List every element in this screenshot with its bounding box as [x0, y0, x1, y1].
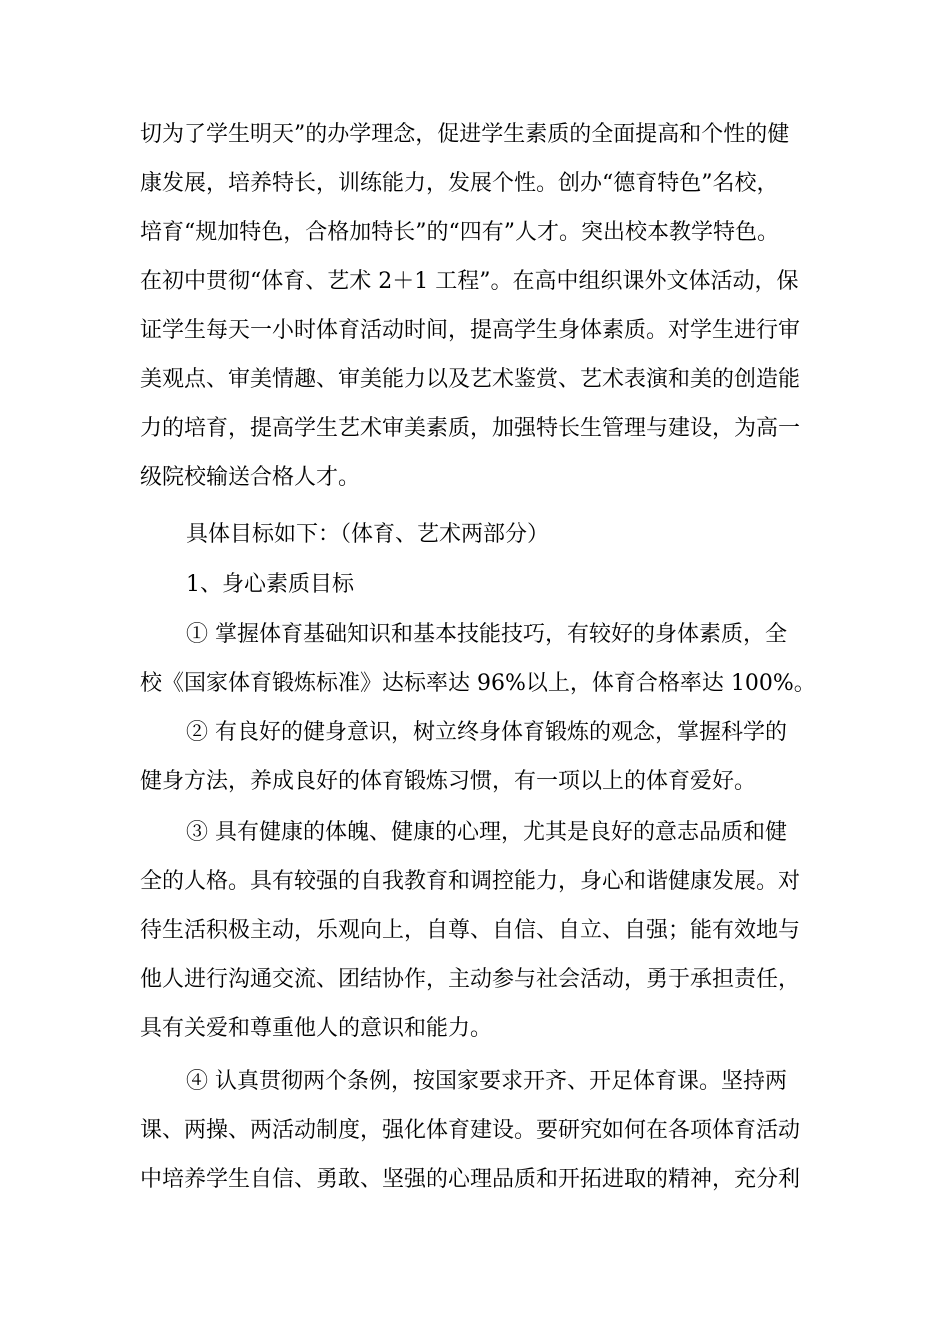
text-line: 级院校输送合格人才。: [140, 465, 361, 490]
list-item-4: ④ 认真贯彻两个条例，按国家要求开齐、开足体育课。坚持两: [186, 1069, 787, 1094]
text-line: 证学生每天一小时体育活动时间，提高学生身体素质。对学生进行审: [140, 318, 801, 343]
text-line: 康发展，培养特长，训练能力，发展个性。创办“德育特色”名校，: [140, 171, 779, 196]
section-intro: 具体目标如下：（体育、艺术两部分）: [186, 522, 550, 547]
text-line: 课、两操、两活动制度，强化体育建设。要研究如何在各项体育活动: [140, 1118, 801, 1143]
text-line: 健身方法，养成良好的体育锻炼习惯，有一项以上的体育爱好。: [140, 769, 757, 794]
text-line: 中培养学生自信、勇敢、坚强的心理品质和开拓进取的精神，充分利: [140, 1167, 801, 1192]
text-line: 美观点、审美情趣、审美能力以及艺术鉴赏、艺术表演和美的创造能: [140, 367, 801, 392]
text-line: 切为了学生明天”的办学理念，促进学生素质的全面提高和个性的健: [140, 122, 790, 147]
text-line: 待生活积极主动，乐观向上，自尊、自信、自立、自强；能有效地与: [140, 918, 801, 943]
list-item-1: ① 掌握体育基础知识和基本技能技巧，有较好的身体素质，全: [186, 622, 787, 647]
section-heading: 1、身心素质目标: [186, 572, 354, 597]
text-line: 具有关爱和尊重他人的意识和能力。: [140, 1016, 493, 1041]
text-line: 培育“规加特色，合格加特长”的“四有”人才。突出校本教学特色。: [140, 220, 779, 245]
list-item-3: ③ 具有健康的体魄、健康的心理，尤其是良好的意志品质和健: [186, 820, 787, 845]
text-line: 他人进行沟通交流、团结协作，主动参与社会活动，勇于承担责任，: [140, 967, 801, 992]
text-line: 校《国家体育锻炼标准》达标率达 96%以上，体育合格率达 100%。: [140, 671, 816, 696]
text-line: 在初中贯彻“体育、艺术 2＋1 工程”。在高中组织课外文体活动，保: [140, 269, 799, 294]
text-line: 力的培育，提高学生艺术审美素质，加强特长生管理与建设，为高一: [140, 416, 801, 441]
text-line: 全的人格。具有较强的自我教育和调控能力，身心和谐健康发展。对: [140, 869, 801, 894]
list-item-2: ② 有良好的健身意识，树立终身体育锻炼的观念，掌握科学的: [186, 720, 787, 745]
